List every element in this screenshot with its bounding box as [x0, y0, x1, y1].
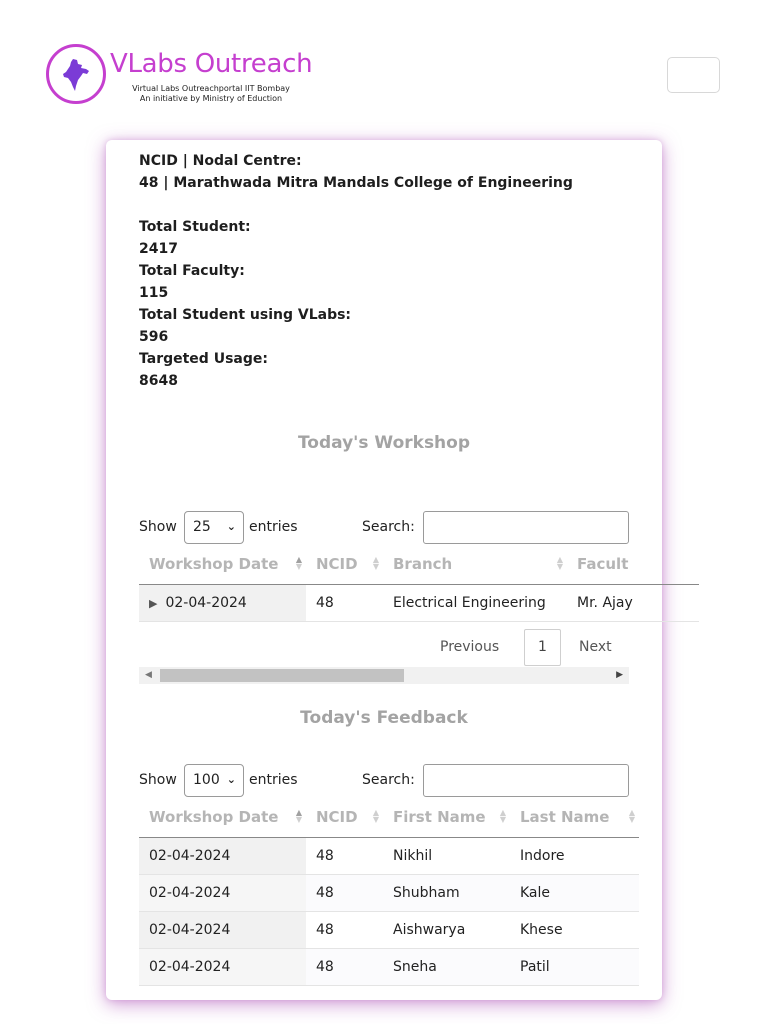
sort-icon: ▲ ▼ — [372, 808, 379, 824]
chevron-down-icon: ⌄ — [226, 520, 236, 533]
workshop-table-header — [139, 544, 699, 584]
cell-first-name: Shubham — [383, 874, 510, 911]
scroll-left-icon[interactable]: ◀ — [145, 670, 152, 680]
feedback-entries-label: entries — [249, 772, 298, 788]
column-last-name[interactable]: Last Name ▲ ▼ — [510, 797, 639, 837]
feedback-length-value: 100 — [193, 772, 220, 788]
cell-workshop-date: 02-04-2024 — [139, 837, 306, 874]
cell-workshop-date: 02-04-2024 — [139, 911, 306, 948]
cell-ncid: 48 — [306, 948, 383, 985]
feedback-table — [139, 797, 635, 997]
expand-row-icon[interactable]: ▶ — [149, 596, 158, 610]
sort-icon: ▲ ▼ — [628, 808, 635, 824]
workshop-pagination — [139, 629, 629, 667]
cell-branch: Electrical Engineering — [383, 584, 567, 621]
cell-last-name: Khese — [510, 911, 639, 948]
workshop-horizontal-scrollbar[interactable] — [139, 667, 629, 684]
feedback-length-select[interactable] — [184, 764, 244, 797]
total-student-label: Total Student: — [139, 219, 251, 235]
column-ncid[interactable]: NCID ▲ ▼ — [306, 797, 383, 837]
cell-faculty: Mr. Ajay — [567, 584, 699, 621]
feedback-table-controls — [139, 764, 629, 798]
feedback-show-label: Show — [139, 772, 177, 788]
using-vlabs-label: Total Student using VLabs: — [139, 307, 352, 323]
sort-asc-icon: ▲ ▼ — [295, 555, 302, 571]
logo-subtitle-line1: Virtual Labs Outreachportal IIT Bombay — [132, 84, 290, 93]
site-logo[interactable] — [46, 44, 316, 106]
workshop-table-controls — [139, 511, 629, 545]
cell-workshop-date: 02-04-2024 — [139, 948, 306, 985]
workshop-length-select[interactable] — [184, 511, 244, 544]
cell-first-name: Aishwarya — [383, 911, 510, 948]
table-row[interactable] — [139, 837, 639, 874]
india-map-icon — [61, 58, 91, 92]
column-workshop-date[interactable]: Workshop Date ▲ ▼ — [139, 797, 306, 837]
cell-last-name: Kale — [510, 874, 639, 911]
feedback-table-header — [139, 797, 639, 837]
previous-page-button[interactable]: Previous — [440, 639, 500, 655]
nodal-centre-card — [106, 140, 662, 1000]
scroll-right-icon[interactable]: ▶ — [616, 670, 623, 680]
table-row[interactable] — [139, 584, 699, 621]
column-branch[interactable]: Branch ▲ ▼ — [383, 544, 567, 584]
menu-toggle-button[interactable] — [667, 57, 720, 93]
table-row[interactable] — [139, 948, 639, 985]
column-ncid[interactable]: NCID ▲ ▼ — [306, 544, 383, 584]
cell-workshop-date: ▶ 02-04-2024 — [139, 584, 306, 621]
total-faculty-label: Total Faculty: — [139, 263, 245, 279]
column-faculty[interactable]: Facult — [567, 544, 699, 584]
workshop-show-label: Show — [139, 519, 177, 535]
logo-title: VLabs Outreach — [110, 49, 313, 79]
scrollbar-thumb[interactable] — [160, 669, 404, 682]
feedback-section-title: Today's Feedback — [300, 708, 468, 728]
workshop-table — [139, 544, 633, 626]
chevron-down-icon: ⌄ — [226, 773, 236, 786]
table-row[interactable] — [139, 911, 639, 948]
sort-icon: ▲ ▼ — [556, 555, 563, 571]
workshop-search-label: Search: — [362, 519, 415, 535]
sort-asc-icon: ▲ ▼ — [295, 808, 302, 824]
targeted-usage-label: Targeted Usage: — [139, 351, 268, 367]
table-row[interactable] — [139, 874, 639, 911]
workshop-length-value: 25 — [193, 519, 211, 535]
centre-info — [139, 150, 573, 392]
total-faculty-value: 115 — [139, 285, 169, 301]
cell-ncid: 48 — [306, 584, 383, 621]
cell-last-name: Patil — [510, 948, 639, 985]
feedback-search-label: Search: — [362, 772, 415, 788]
cell-first-name: Sneha — [383, 948, 510, 985]
logo-subtitle — [126, 84, 296, 104]
cell-first-name: Nikhil — [383, 837, 510, 874]
sort-icon: ▲ ▼ — [499, 808, 506, 824]
cell-ncid: 48 — [306, 837, 383, 874]
next-page-button[interactable]: Next — [579, 639, 612, 655]
cell-ncid: 48 — [306, 874, 383, 911]
logo-subtitle-line2: An initiative by Ministry of Eduction — [139, 94, 283, 103]
logo-emblem — [46, 44, 106, 104]
column-workshop-date[interactable]: Workshop Date ▲ ▼ — [139, 544, 306, 584]
column-first-name[interactable]: First Name ▲ ▼ — [383, 797, 510, 837]
feedback-search-input[interactable] — [423, 764, 629, 797]
workshop-search-input[interactable] — [423, 511, 629, 544]
sort-icon: ▲ ▼ — [372, 555, 379, 571]
workshop-section-title: Today's Workshop — [297, 433, 471, 453]
targeted-usage-value: 8648 — [139, 373, 178, 389]
ncid-label: NCID | Nodal Centre: — [139, 153, 302, 169]
workshop-entries-label: entries — [249, 519, 298, 535]
page-1-button[interactable]: 1 — [524, 629, 561, 666]
ncid-value: 48 | Marathwada Mitra Mandals College of Engineering — [139, 175, 573, 191]
cell-last-name: Indore — [510, 837, 639, 874]
using-vlabs-value: 596 — [139, 329, 169, 345]
cell-ncid: 48 — [306, 911, 383, 948]
total-student-value: 2417 — [139, 241, 178, 257]
cell-workshop-date: 02-04-2024 — [139, 874, 306, 911]
